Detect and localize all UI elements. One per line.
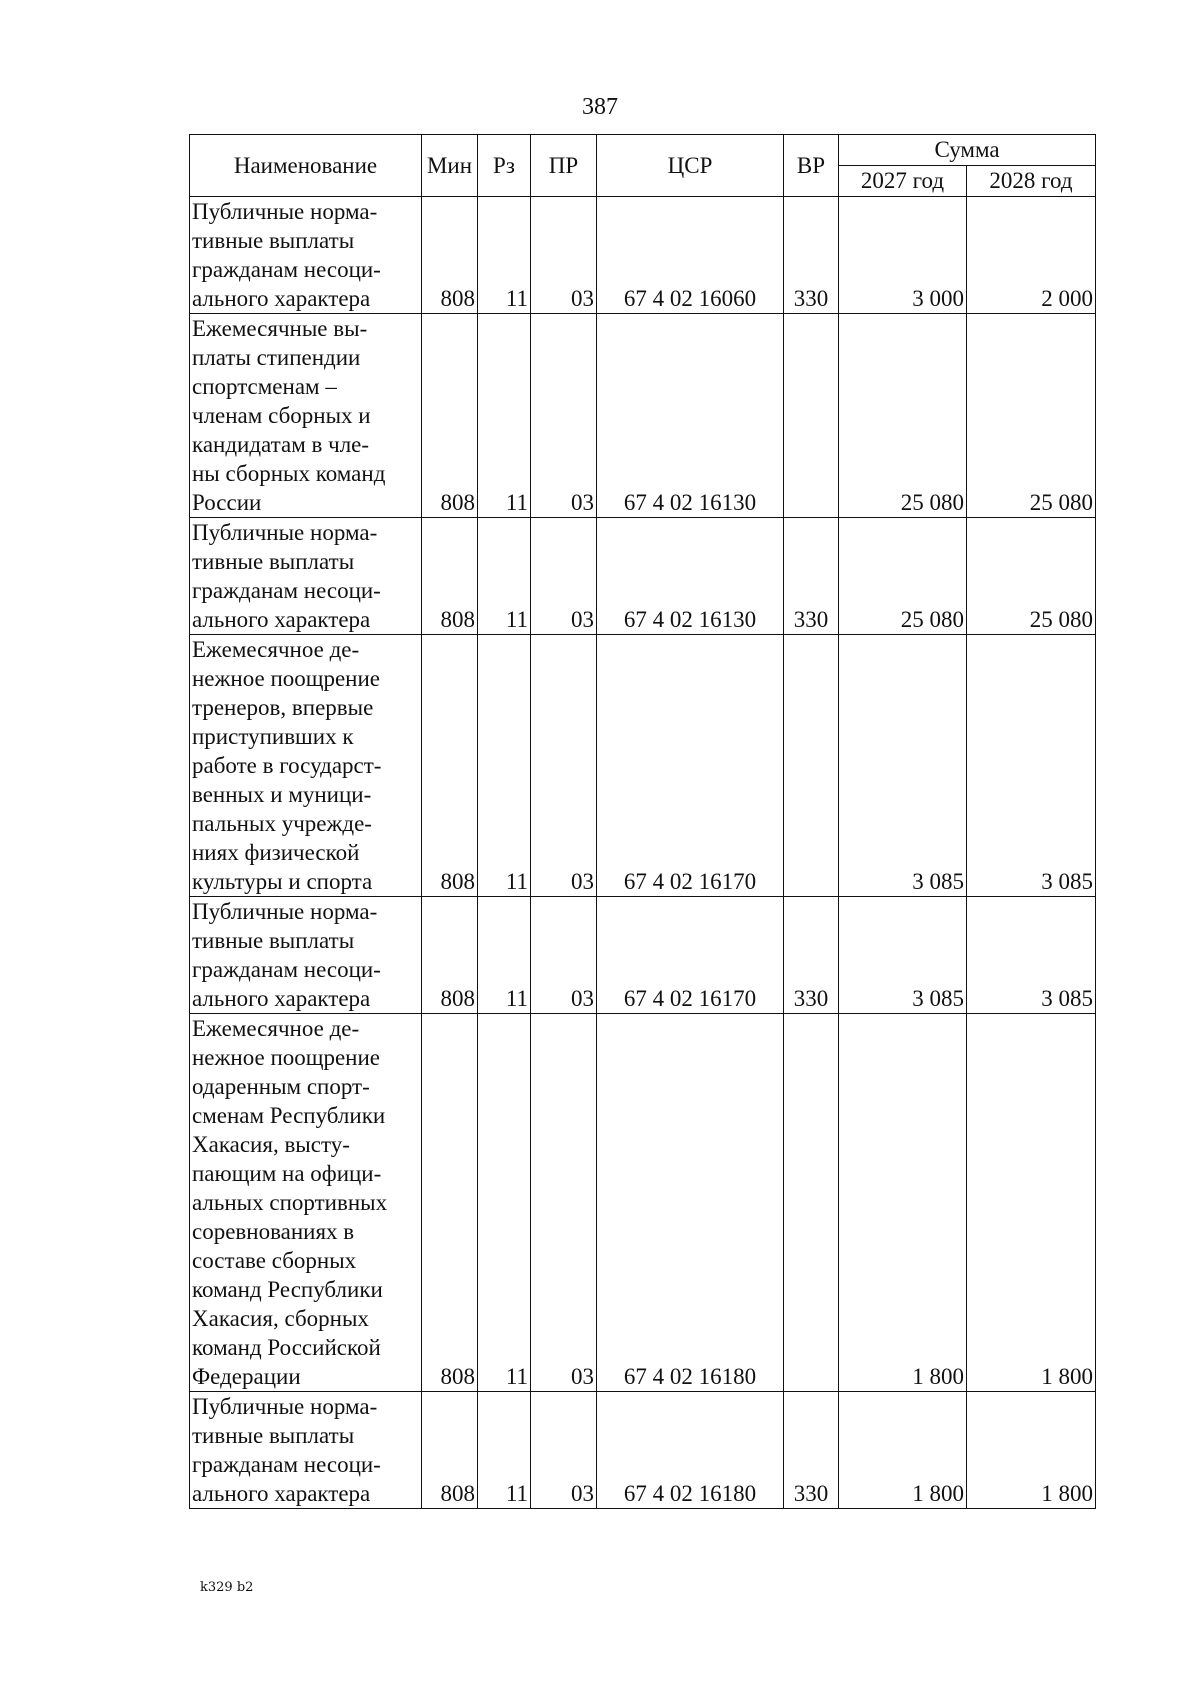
row-rz: 11 [478, 518, 531, 635]
row-name-line: кандидатам в чле- [192, 432, 370, 457]
header-vr: ВР [784, 135, 839, 197]
row-name-line: членам сборных и [192, 403, 371, 428]
row-vr [784, 314, 839, 518]
header-min: Мин [422, 135, 478, 197]
table-row [190, 1392, 1096, 1509]
row-csr: 67 4 02 16130 [597, 314, 784, 518]
header-year-2027: 2027 год [839, 166, 967, 197]
row-name-line: культуры и спорта [192, 869, 373, 894]
row-name-line: команд Российской [192, 1335, 381, 1360]
row-name-line: гражданам несоци- [192, 1452, 381, 1477]
row-rz: 11 [478, 897, 531, 1014]
row-sum-2028: 1 800 [967, 1014, 1096, 1392]
row-name-line: гражданам несоци- [192, 578, 381, 603]
row-sum-2028: 3 085 [967, 635, 1096, 897]
header-pr: ПР [531, 135, 597, 197]
row-name [190, 635, 422, 897]
row-name-line: гражданам несоци- [192, 257, 381, 282]
row-name-line: Публичные норма- [192, 899, 378, 924]
header-sum: Сумма [839, 135, 1096, 166]
row-min: 808 [422, 314, 478, 518]
row-name-line: венных и муници- [192, 782, 372, 807]
row-name-line: приступивших к [192, 724, 354, 749]
table-row [190, 635, 1096, 897]
row-csr: 67 4 02 16060 [597, 197, 784, 314]
row-sum-2028: 25 080 [967, 518, 1096, 635]
table-header [190, 135, 1096, 197]
row-csr: 67 4 02 16180 [597, 1014, 784, 1392]
row-min: 808 [422, 197, 478, 314]
row-name-line: Хакасия, высту- [192, 1132, 350, 1157]
header-rz: Рз [478, 135, 531, 197]
row-sum-2027: 3 000 [839, 197, 967, 314]
row-csr: 67 4 02 16170 [597, 635, 784, 897]
row-name-line: Публичные норма- [192, 520, 378, 545]
row-name [190, 1392, 422, 1509]
row-sum-2027: 1 800 [839, 1014, 967, 1392]
row-rz: 11 [478, 1392, 531, 1509]
row-rz: 11 [478, 314, 531, 518]
row-sum-2027: 25 080 [839, 314, 967, 518]
row-pr: 03 [531, 635, 597, 897]
row-name-line: сменам Республики [192, 1103, 386, 1128]
table-row [190, 518, 1096, 635]
row-csr: 67 4 02 16130 [597, 518, 784, 635]
row-min: 808 [422, 518, 478, 635]
row-sum-2028: 2 000 [967, 197, 1096, 314]
row-name [190, 897, 422, 1014]
row-rz: 11 [478, 197, 531, 314]
row-name-line: работе в государст- [192, 753, 382, 778]
header-csr: ЦСР [597, 135, 784, 197]
row-vr [784, 635, 839, 897]
row-sum-2027: 3 085 [839, 635, 967, 897]
row-pr: 03 [531, 897, 597, 1014]
row-min: 808 [422, 897, 478, 1014]
row-min: 808 [422, 1392, 478, 1509]
row-name [190, 197, 422, 314]
row-name [190, 1014, 422, 1392]
row-name-line: Публичные норма- [192, 1394, 378, 1419]
table-row [190, 1014, 1096, 1392]
row-name-line: тивные выплаты [192, 1423, 355, 1448]
row-name-line: составе сборных [192, 1248, 357, 1273]
row-name-line: тренеров, впервые [192, 695, 374, 720]
row-name-line: тивные выплаты [192, 228, 355, 253]
table-row [190, 314, 1096, 518]
page-number: 387 [582, 94, 618, 120]
row-pr: 03 [531, 1392, 597, 1509]
row-name-line: одаренным спорт- [192, 1074, 370, 1099]
row-name-line: ального характера [192, 607, 371, 632]
row-name-line: тивные выплаты [192, 549, 355, 574]
row-name-line: альных спортивных [192, 1190, 388, 1215]
row-vr: 330 [784, 897, 839, 1014]
row-vr [784, 1014, 839, 1392]
row-name-line: Хакасия, сборных [192, 1306, 369, 1331]
row-sum-2028: 25 080 [967, 314, 1096, 518]
row-min: 808 [422, 1014, 478, 1392]
row-name-line: ны сборных команд [192, 461, 386, 486]
header-name: Наименование [190, 135, 422, 197]
row-sum-2028: 1 800 [967, 1392, 1096, 1509]
row-name-line: соревнованиях в [192, 1219, 355, 1244]
row-name-line: гражданам несоци- [192, 957, 381, 982]
row-min: 808 [422, 635, 478, 897]
row-name-line: тивные выплаты [192, 928, 355, 953]
table-row [190, 197, 1096, 314]
row-sum-2027: 3 085 [839, 897, 967, 1014]
row-name-line: спортсменам – [192, 374, 337, 399]
row-name-line: Публичные норма- [192, 199, 378, 224]
row-name-line: Ежемесячное де- [192, 637, 360, 662]
row-name-line: Ежемесячное де- [192, 1016, 360, 1041]
row-name-line: Федерации [192, 1364, 301, 1389]
row-csr: 67 4 02 16180 [597, 1392, 784, 1509]
row-vr: 330 [784, 1392, 839, 1509]
row-name-line: ниях физической [192, 840, 360, 865]
row-name-line: Ежемесячные вы- [192, 316, 368, 341]
header-year-2028: 2028 год [967, 166, 1096, 197]
row-name-line: пальных учрежде- [192, 811, 372, 836]
row-sum-2028: 3 085 [967, 897, 1096, 1014]
row-name-line: пающим на офици- [192, 1161, 382, 1186]
row-name-line: ального характера [192, 286, 371, 311]
row-vr: 330 [784, 197, 839, 314]
table-body [190, 197, 1096, 1509]
row-name-line: команд Республики [192, 1277, 383, 1302]
row-pr: 03 [531, 314, 597, 518]
row-vr: 330 [784, 518, 839, 635]
row-sum-2027: 1 800 [839, 1392, 967, 1509]
row-sum-2027: 25 080 [839, 518, 967, 635]
row-csr: 67 4 02 16170 [597, 897, 784, 1014]
row-name-line: платы стипендии [192, 345, 361, 370]
row-name-line: ального характера [192, 1481, 371, 1506]
row-name-line: нежное поощрение [192, 666, 381, 691]
row-rz: 11 [478, 635, 531, 897]
row-pr: 03 [531, 1014, 597, 1392]
row-name [190, 518, 422, 635]
footer-code: k329 b2 [200, 1580, 254, 1595]
row-pr: 03 [531, 518, 597, 635]
table-row [190, 897, 1096, 1014]
row-name [190, 314, 422, 518]
row-name-line: нежное поощрение [192, 1045, 381, 1070]
row-name-line: России [192, 490, 262, 515]
budget-table [189, 134, 1096, 1509]
row-rz: 11 [478, 1014, 531, 1392]
row-name-line: ального характера [192, 986, 371, 1011]
row-pr: 03 [531, 197, 597, 314]
